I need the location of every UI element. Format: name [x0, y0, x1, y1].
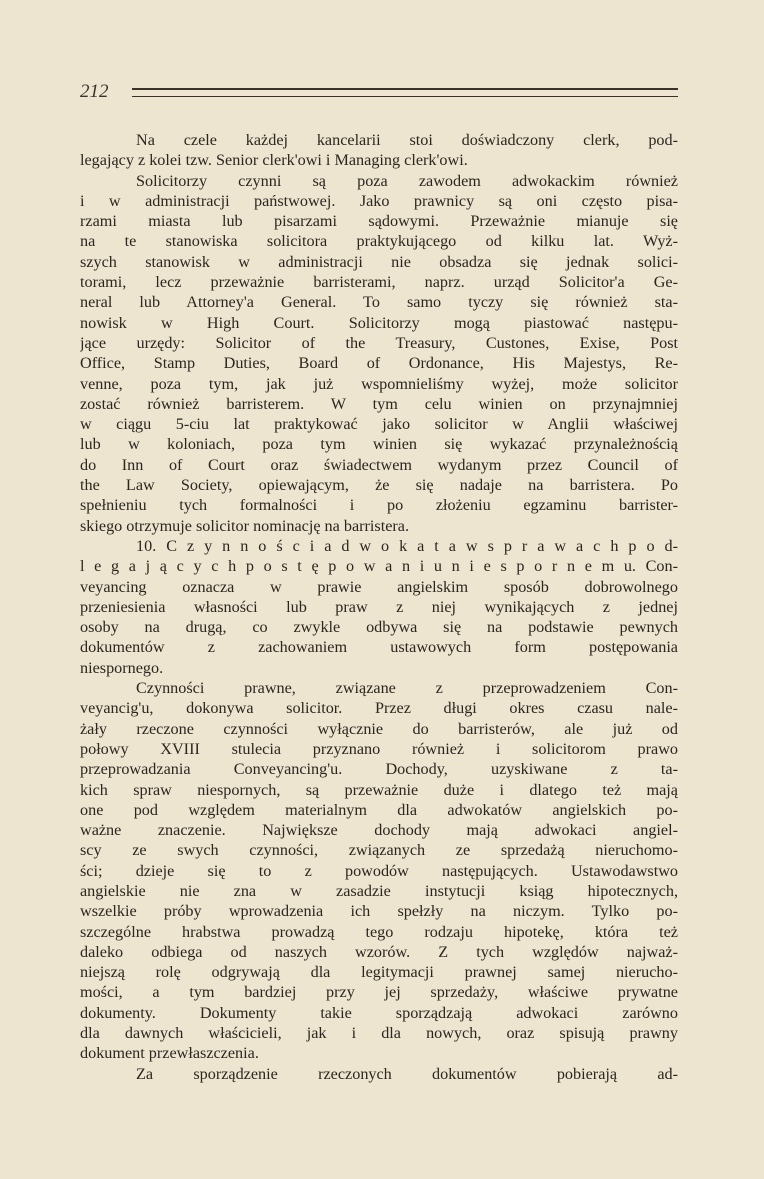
text-line: przeprowadzania Conveyancing'u. Dochody, uzyskiwane z ta- — [80, 760, 678, 779]
text-line: i w administracji państwowej. Jako prawnicy są oni często pisa- — [80, 191, 678, 210]
text-line: lub w koloniach, poza tym winien się wykazać przynależnością — [80, 435, 678, 454]
text-line: venne, poza tym, jak już wspomnieliśmy wyżej, może solicitor — [80, 374, 678, 393]
text-line: na te stanowiska solicitora praktykującego od kilku lat. Wyż- — [80, 232, 678, 251]
text-line: spełnieniu tych formalności i po złożeniu egzaminu barrister- — [80, 496, 678, 515]
text-line: przeniesienia własności lub praw z niej wynikających z jednej — [80, 597, 678, 616]
text-line: szczególne hrabstwa prowadzą tego rodzaju hipotekę, która też — [80, 922, 678, 941]
text-line: angielskie nie zna w zasadzie instytucji ksiąg hipotecznych, — [80, 881, 678, 900]
text-line: w ciągu 5-ciu lat praktykować jako solicitor w Anglii właściwej — [80, 415, 678, 434]
text-line: ważne znaczenie. Największe dochody mają adwokaci angiel- — [80, 821, 678, 840]
text-line: nowisk w High Court. Solicitorzy mogą piastować następu- — [80, 313, 678, 332]
text-line: do Inn of Court oraz świadectwem wydanym przez Council of — [80, 455, 678, 474]
text-line: Na czele każdej kancelarii stoi doświadczony clerk, pod- — [136, 131, 678, 149]
text-line: l e g a j ą c y c h p o s t ę p o w a n i u n i e s p o r n e m u. Con- — [80, 557, 678, 576]
text-line: Czynności prawne, związane z przeprowadzeniem Con- — [136, 679, 678, 698]
text-line: Za sporządzenie rzeczonych dokumentów pobierają ad- — [136, 1064, 678, 1083]
text-line: one pod względem materialnym dla adwokatów angielskich po- — [80, 800, 678, 819]
header-rule — [132, 88, 678, 97]
text-line: legający z kolei tzw. Senior clerk'owi i Managing clerk'owi. — [80, 151, 468, 170]
text-line: neral lub Attorney'a General. To samo tyczy się również sta- — [80, 293, 678, 312]
text-line: połowy XVIII stulecia przyznano również i solicitorom prawo — [80, 739, 678, 758]
text-line: wszelkie próby wprowadzenia ich spełzły na niczym. Tylko po- — [80, 902, 678, 921]
text-line: dokumenty. Dokumenty takie sporządzają adwokaci zarówno — [80, 1003, 678, 1022]
page-header — [80, 80, 678, 104]
text-line: szych stanowisk w administracji nie obsadza się jednak solici- — [80, 252, 678, 271]
text-line: dokument przewłaszczenia. — [80, 1044, 259, 1063]
text-line: torami, lecz przeważnie barristerami, naprz. urząd Solicitor'a Ge- — [80, 273, 678, 292]
text-line: veyancig'u, dokonywa solicitor. Przez długi okres czasu nale- — [80, 699, 678, 718]
text-line: 10. C z y n n o ś c i a d w o k a t a w s p r a w a c h p o d- — [136, 536, 678, 555]
text-line: niejszą rolę odgrywają dla legitymacji prawnej samej nierucho- — [80, 963, 678, 982]
text-line: niespornego. — [80, 658, 164, 677]
text-line: scy ze swych czynności, związanych ze sprzedażą nieruchomo- — [80, 841, 678, 860]
body-text — [80, 130, 678, 1084]
text-line: skiego otrzymuje solicitor nominację na barristera. — [80, 516, 410, 535]
text-line: żały rzeczone czynności wyłącznie do barristerów, ale już od — [80, 719, 678, 738]
text-line: ści; dzieje się to z powodów następujących. Ustawodawstwo — [80, 861, 678, 880]
page-number: 212 — [80, 81, 109, 102]
text-line: dokumentów z zachowaniem ustawowych form postępowania — [80, 638, 678, 657]
text-line: Office, Stamp Duties, Board of Ordonance, His Majestys, Re- — [80, 354, 678, 373]
text-line: veyancing oznacza w prawie angielskim sposób dobrowolnego — [80, 577, 678, 596]
text-line: kich spraw niespornych, są przeważnie duże i dlatego też mają — [80, 780, 678, 799]
text-line: Solicitorzy czynni są poza zawodem adwokackim również — [136, 171, 678, 190]
text-line: zostać również barristerem. W tym celu winien on przynajmniej — [80, 394, 678, 413]
text-line: rzami miasta lub pisarzami sądowymi. Przeważnie mianuje się — [80, 212, 678, 231]
text-line: mości, a tym bardziej przy jej sprzedaży, właściwe prywatne — [80, 983, 678, 1002]
text-line: jące urzędy: Solicitor of the Treasury, Custones, Exise, Post — [80, 333, 678, 352]
text-line: the Law Society, opiewającym, że się nadaje na barristera. Po — [80, 476, 678, 495]
text-line: osoby na drugą, co zwykle odbywa się na podstawie pewnych — [80, 618, 678, 637]
text-line: daleko odbiega od naszych wzorów. Z tych względów najważ- — [80, 942, 678, 961]
text-line: dla dawnych właścicieli, jak i dla nowych, oraz spisują prawny — [80, 1024, 678, 1043]
